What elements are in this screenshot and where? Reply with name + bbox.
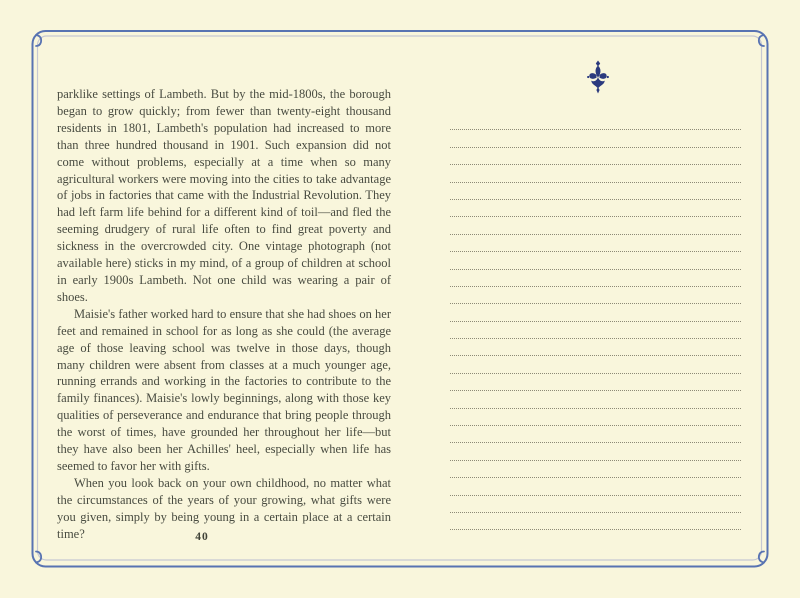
paragraph-3: When you look back on your own childhood, no matter what the circumstances of the years of your growing, what gifts were you given, simply by being young in a certain place at a certain time? — [57, 475, 391, 541]
page-number: 40 — [195, 531, 209, 543]
note-line — [450, 183, 741, 200]
note-line — [450, 217, 741, 234]
note-line — [450, 148, 741, 165]
note-line — [450, 391, 741, 408]
paragraph-2: Maisie's father worked hard to ensure that she had shoes on her feet and remained in school for as long as she could (the average age of those leaving school was twelve in those days, though many children were absent from classes at a much younger age, running errands and working in the factories to contribute to the family finances). Maisie's lowly beginnings, along with those key qualities of perseverance and endurance that bring people through the worst of times, have grounded her throughout her life—but they have also been her Achilles' heel, especially when life has seemed to favor her with gifts. — [57, 306, 391, 473]
note-line — [450, 200, 741, 217]
note-line — [450, 130, 741, 147]
paragraph-1: parklike settings of Lambeth. But by the mid-1800s, the borough began to grow quickly; from fewer than twenty-eight thousand residents in 1801, Lambeth's population had increased to more than three hundred thousand in 1901. Such expansion did not come without problems, especially at a time when so many agricultural workers were moving into the cities to take advantage of jobs in factories that came with the Industrial Revolution. They had left farm life behind for a different kind of toil—and fled the seeming drudgery of rural life often to find great poverty and sickness in the overcrowded city. One vintage photograph (not available here) sticks in my mind, of a group of children at school in early 1900s Lambeth. Not one child was wearing a pair of shoes. — [57, 87, 391, 304]
note-line — [450, 165, 741, 182]
note-line — [450, 513, 741, 530]
note-line — [450, 374, 741, 391]
note-line — [450, 287, 741, 304]
note-line — [450, 322, 741, 339]
body-text — [57, 86, 391, 542]
note-line — [450, 426, 741, 443]
note-line — [450, 270, 741, 287]
note-line — [450, 443, 741, 460]
notes-lines — [450, 113, 741, 530]
note-line — [450, 496, 741, 513]
note-line — [450, 478, 741, 495]
note-line — [450, 339, 741, 356]
note-line — [450, 113, 741, 130]
fleur-de-lis-icon — [586, 59, 610, 95]
note-line — [450, 235, 741, 252]
note-line — [450, 461, 741, 478]
note-line — [450, 252, 741, 269]
note-line — [450, 356, 741, 373]
note-line — [450, 409, 741, 426]
note-line — [450, 304, 741, 321]
